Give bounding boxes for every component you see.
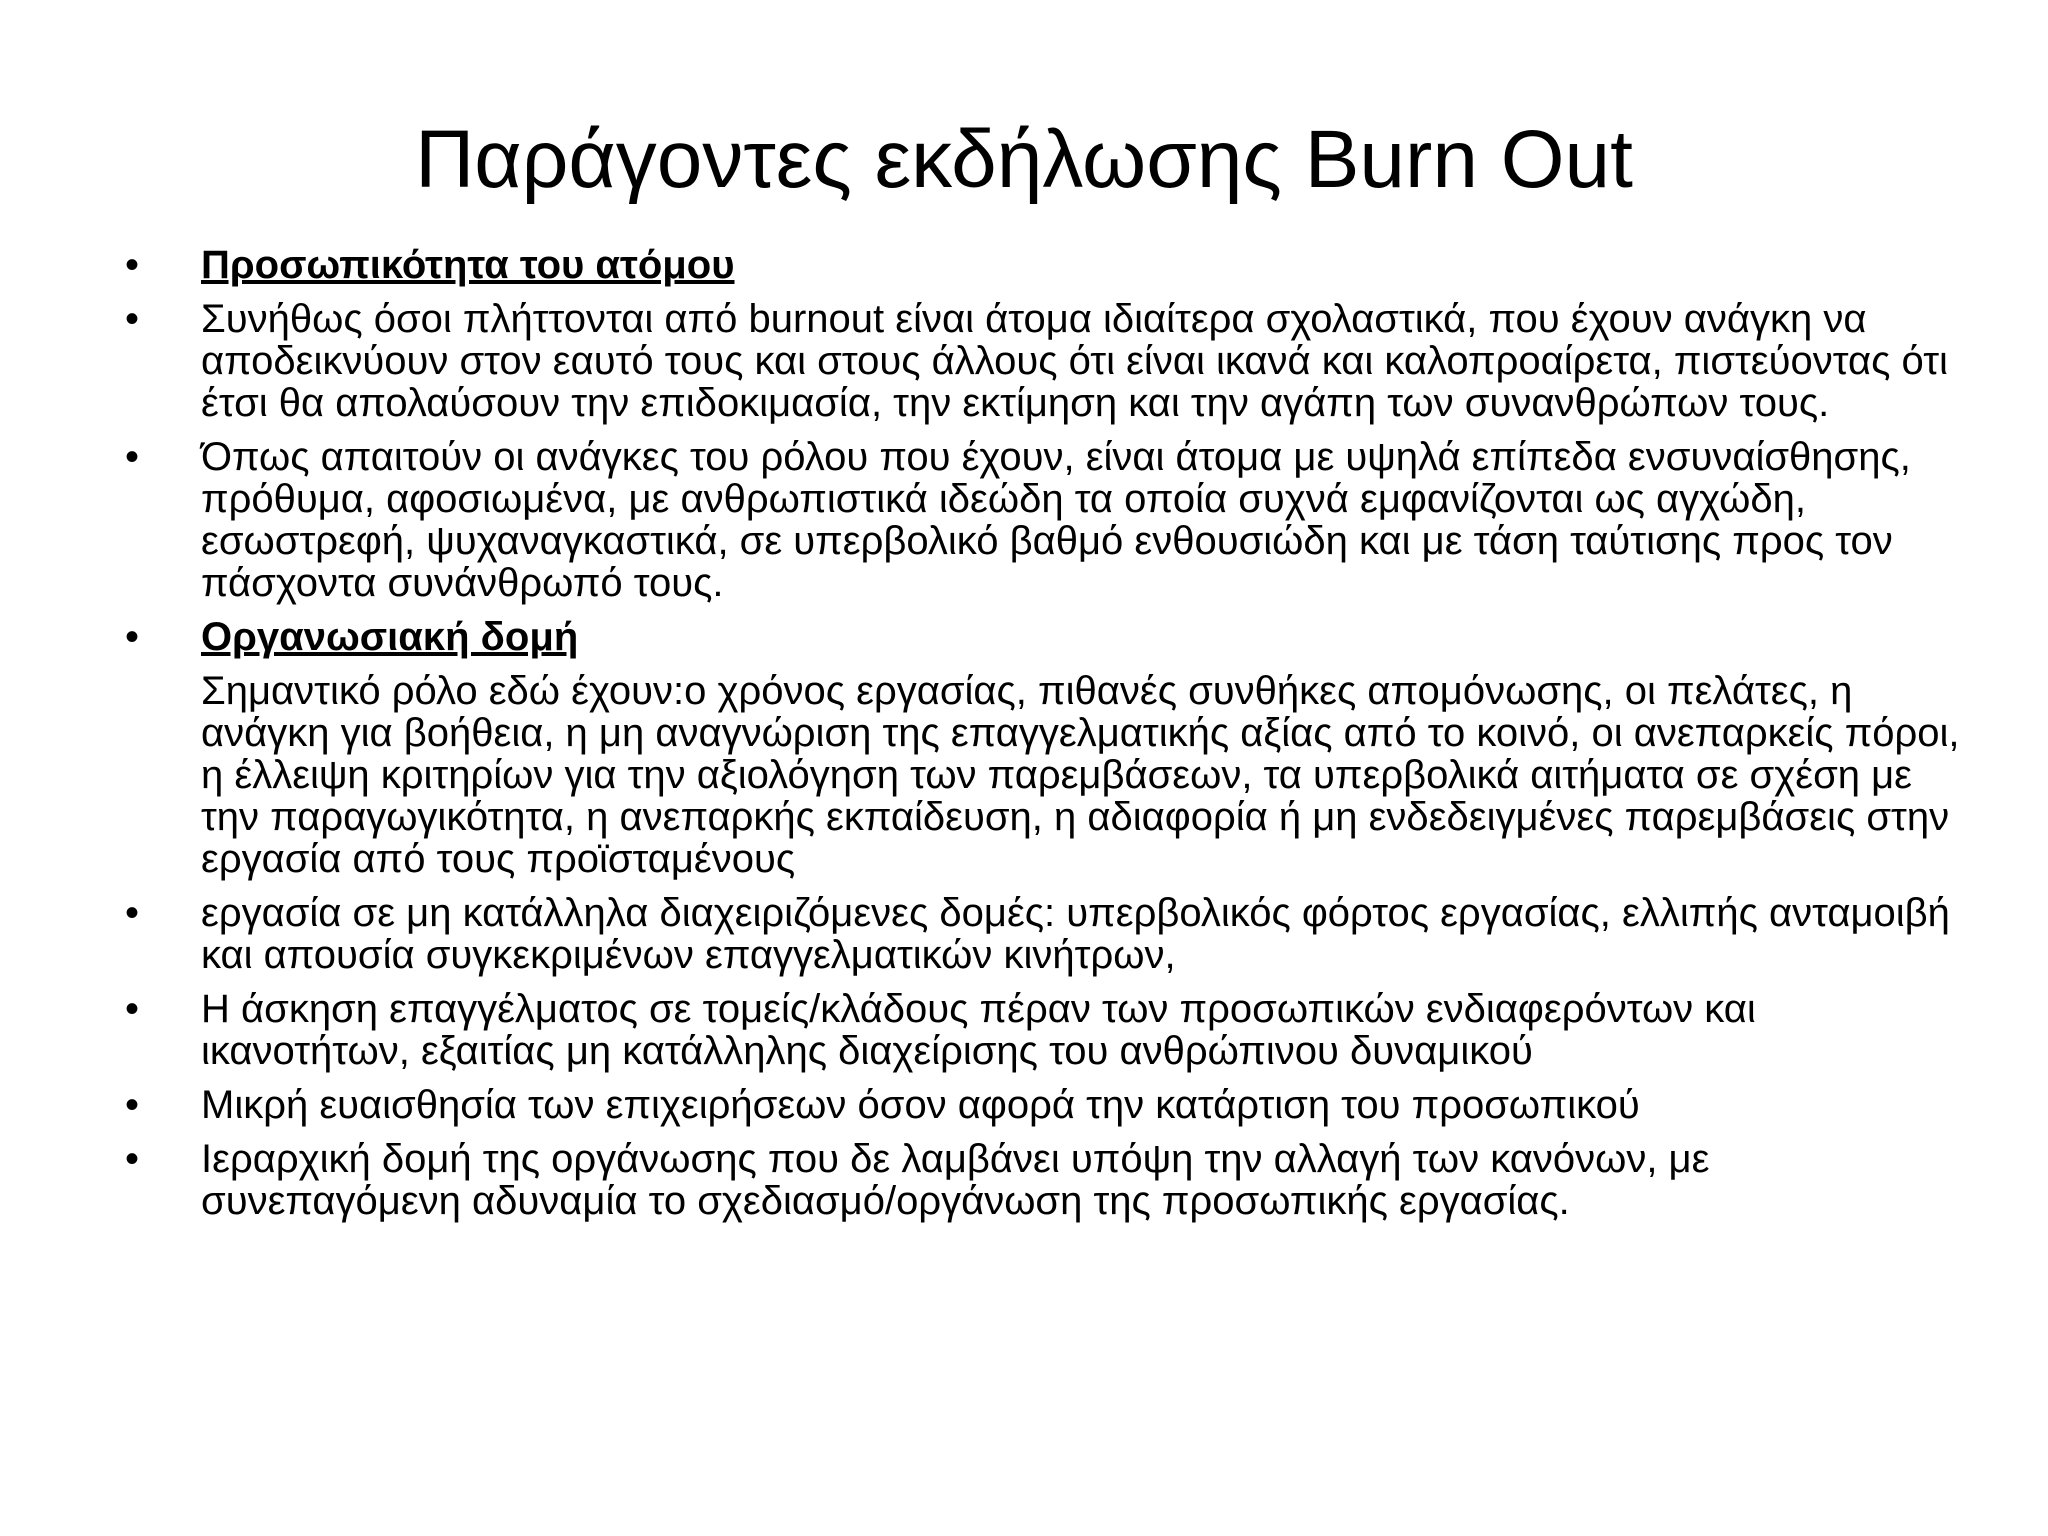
- list-item-heading-personality: [125, 244, 1965, 286]
- bullet-icon: •: [125, 297, 140, 341]
- list-item-text: Ιεραρχική δομή της οργάνωσης που δε λαμβάνει υπόψη την αλλαγή των κανόνων, με συνεπαγόμενη αδυναμία το σχεδιασμό/οργάνωση της προσωπικής εργασίας.: [201, 1137, 1710, 1223]
- section-heading: Προσωπικότητα του ατόμου: [201, 243, 735, 287]
- list-item: [125, 1138, 1965, 1222]
- list-item-text: Συνήθως όσοι πλήττονται από burnout είναι άτομα ιδιαίτερα σχολαστικά, που έχουν ανάγκη να αποδεικνύουν στον εαυτό τους και στους άλλους ότι είναι ικανά και καλοπροαίρετα, πιστεύοντας ότι έτσι θα απολαύσουν την επιδοκιμασία, την εκτίμηση και την αγάπη των συνανθρώπων τους.: [201, 297, 1948, 425]
- list-item: [125, 988, 1965, 1072]
- paragraph-text: Σημαντικό ρόλο εδώ έχουν:ο χρόνος εργασίας, πιθανές συνθήκες απομόνωσης, οι πελάτες, η ανάγκη για βοήθεια, η μη αναγνώριση της επαγγελματικής αξίας από το κοινό, οι ανεπαρκείς πόροι, η έλλειψη κριτηρίων για την αξιολόγηση των παρεμβάσεων, τα υπερβολικά αιτήματα σε σχέση με την παραγωγικότητα, η ανεπαρκής εκπαίδευση, η αδιαφορία ή μη ενδεδειγμένες παρεμβάσεις στην εργασία από τους προϊσταμένους: [201, 669, 1960, 881]
- slide-title: Παράγοντες εκδήλωσης Burn Out: [415, 114, 1633, 205]
- list-paragraph: [125, 670, 1965, 880]
- list-item-text: Όπως απαιτούν οι ανάγκες του ρόλου που έχουν, είναι άτομα με υψηλά επίπεδα ενσυναίσθησης, πρόθυμα, αφοσιωμένα, με ανθρωπιστικά ιδεώδη τα οποία συχνά εμφανίζονται ως αγχώδη, εσωστρεφή, ψυχαναγκαστικά, σε υπερβολικό βαθμό ενθουσιώδη και με τάση ταύτισης προς τον πάσχοντα συνάνθρωπό τους.: [201, 435, 1911, 605]
- bullet-icon: •: [125, 435, 140, 479]
- list-item-text: Η άσκηση επαγγέλματος σε τομείς/κλάδους πέραν των προσωπικών ενδιαφερόντων και ικανοτήτων, εξαιτίας μη κατάλληλης διαχείρισης του ανθρώπινου δυναμικού: [201, 987, 1756, 1073]
- list-item: [125, 436, 1965, 604]
- list-item: [125, 298, 1965, 424]
- section-heading: Οργανωσιακή δομή: [201, 615, 579, 659]
- bullet-icon: •: [125, 615, 140, 659]
- list-item: [125, 892, 1965, 976]
- bullet-icon: •: [125, 243, 140, 287]
- bullet-icon: •: [125, 891, 140, 935]
- list-item-text: εργασία σε μη κατάλληλα διαχειριζόμενες δομές: υπερβολικός φόρτος εργασίας, ελλιπής ανταμοιβή και απουσία συγκεκριμένων επαγγελματικών κινήτρων,: [201, 891, 1950, 977]
- bullet-list: [125, 244, 1965, 1234]
- list-item: [125, 1084, 1965, 1126]
- bullet-icon: •: [125, 987, 140, 1031]
- bullet-icon: •: [125, 1137, 140, 1181]
- bullet-icon: •: [125, 1083, 140, 1127]
- list-item-text: Μικρή ευαισθησία των επιχειρήσεων όσον αφορά την κατάρτιση του προσωπικού: [201, 1083, 1640, 1127]
- list-item-heading-organizational: [125, 616, 1965, 658]
